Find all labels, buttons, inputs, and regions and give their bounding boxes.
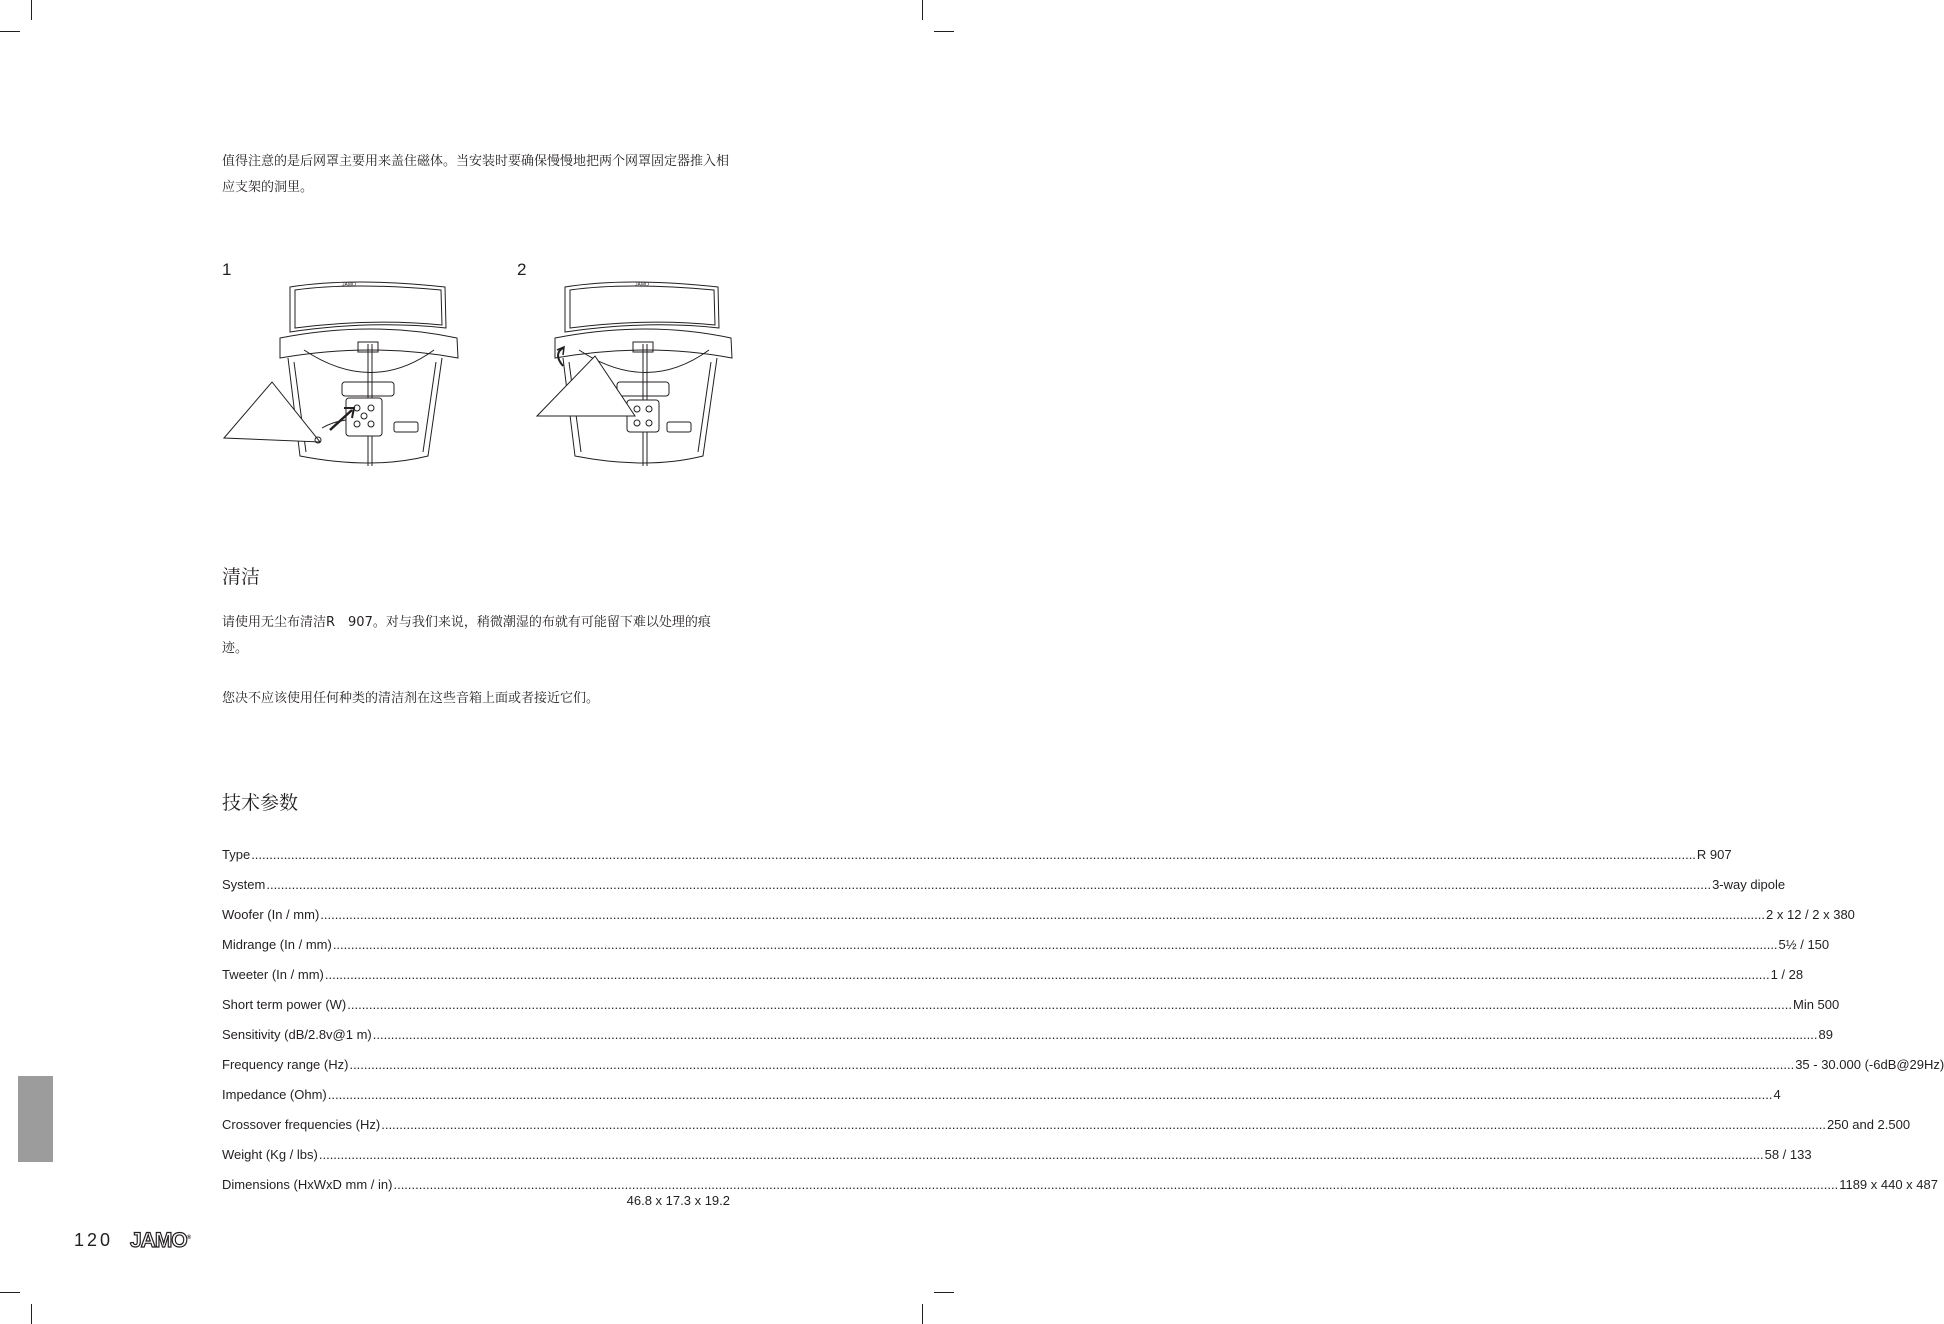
spec-label: System <box>222 877 266 892</box>
spec-row <box>222 933 1830 963</box>
spec-value: 89 <box>1818 1027 1833 1042</box>
crop-mark <box>31 1304 32 1324</box>
crop-mark <box>922 0 923 20</box>
speaker-illustration-1 <box>222 270 462 475</box>
spec-dimensions-inches: 46.8 x 17.3 x 19.2 <box>626 1193 730 1208</box>
crop-mark <box>922 1304 923 1324</box>
spec-label: Short term power (W) <box>222 997 347 1012</box>
spec-label: Crossover frequencies (Hz) <box>222 1117 381 1132</box>
spec-row <box>222 873 1786 903</box>
figure-number-1: 1 <box>222 260 232 279</box>
dot-leader: ................................................................................................................................................................................................................................................................................................................................................................................................................ <box>251 847 1696 862</box>
spec-list <box>222 843 1944 1208</box>
spec-value: R 907 <box>1696 847 1732 862</box>
spec-label: Impedance (Ohm) <box>222 1087 327 1102</box>
cleaning-paragraph-2: 您决不应该使用任何种类的清洁剂在这些音箱上面或者接近它们。 <box>222 691 600 706</box>
svg-text:JAMO: JAMO <box>635 282 649 288</box>
section-tab <box>18 1076 53 1162</box>
dot-leader: ................................................................................................................................................................................................................................................................................................................................................................................................................ <box>320 907 1766 922</box>
spec-value: 1189 x 440 x 487 <box>1839 1177 1938 1192</box>
dot-leader: ................................................................................................................................................................................................................................................................................................................................................................................................................ <box>332 937 1778 952</box>
spec-label: Frequency range (Hz) <box>222 1057 349 1072</box>
cleaning-heading: 清洁 <box>222 566 261 588</box>
spec-row <box>222 903 1855 933</box>
spec-row <box>222 1053 1944 1083</box>
spec-row <box>222 1143 1812 1173</box>
svg-text:JAMO: JAMO <box>342 282 356 288</box>
dot-leader: ................................................................................................................................................................................................................................................................................................................................................................................................................ <box>372 1027 1818 1042</box>
dot-leader: ................................................................................................................................................................................................................................................................................................................................................................................................................ <box>318 1147 1764 1162</box>
spec-value: 4 <box>1773 1087 1781 1102</box>
crop-mark <box>0 31 20 32</box>
dot-leader: ................................................................................................................................................................................................................................................................................................................................................................................................................ <box>381 1117 1826 1132</box>
spec-value: 35 - 30.000 (-6dB@29Hz) <box>1795 1057 1944 1072</box>
spec-value: 250 and 2.500 <box>1826 1117 1911 1132</box>
crop-mark <box>31 0 32 20</box>
spec-value: 5½ / 150 <box>1778 937 1830 952</box>
crop-mark <box>934 31 954 32</box>
spec-label: Weight (Kg / lbs) <box>222 1147 318 1162</box>
spec-row <box>222 1023 1833 1053</box>
dot-leader: ................................................................................................................................................................................................................................................................................................................................................................................................................ <box>266 877 1712 892</box>
page-number: 120 <box>74 1230 114 1250</box>
crop-mark <box>0 1292 20 1293</box>
spec-value: 58 / 133 <box>1764 1147 1812 1162</box>
spec-row <box>222 843 1732 873</box>
spec-value: 1 / 28 <box>1770 967 1804 982</box>
specs-heading: 技术参数 <box>222 792 299 814</box>
speaker-illustration-2 <box>517 270 757 475</box>
spec-value: 3-way dipole <box>1712 877 1786 892</box>
spec-label: Dimensions (HxWxD mm / in) <box>222 1177 393 1192</box>
spec-label: Type <box>222 847 251 862</box>
dot-leader: ................................................................................................................................................................................................................................................................................................................................................................................................................ <box>349 1057 1795 1072</box>
spec-row <box>222 993 1840 1023</box>
dot-leader: ................................................................................................................................................................................................................................................................................................................................................................................................................ <box>347 997 1792 1012</box>
spec-row <box>222 1113 1911 1143</box>
spec-label: Midrange (In / mm) <box>222 937 332 952</box>
spec-label: Woofer (In / mm) <box>222 907 320 922</box>
cleaning-paragraph-1: 请使用无尘布清洁R 907。对与我们来说，稍微潮湿的布就有可能留下难以处理的痕迹。 <box>222 615 711 656</box>
dot-leader: ................................................................................................................................................................................................................................................................................................................................................................................................................ <box>324 967 1770 982</box>
figure-number-2: 2 <box>517 260 527 279</box>
brand-logo: JAMO® <box>130 1229 191 1252</box>
spec-row <box>222 963 1804 993</box>
spec-label: Sensitivity (dB/2.8v@1 m) <box>222 1027 372 1042</box>
spec-value: Min 500 <box>1792 997 1840 1012</box>
spec-row <box>222 1083 1781 1113</box>
crop-mark <box>934 1292 954 1293</box>
spec-label: Tweeter (In / mm) <box>222 967 324 982</box>
intro-paragraph: 值得注意的是后网罩主要用来盖住磁体。当安装时要确保慢慢地把两个网罩固定器推入相应支架的洞里。 <box>222 154 730 195</box>
spec-value: 2 x 12 / 2 x 380 <box>1766 907 1855 922</box>
dot-leader: ................................................................................................................................................................................................................................................................................................................................................................................................................ <box>393 1177 1839 1192</box>
dot-leader: ................................................................................................................................................................................................................................................................................................................................................................................................................ <box>327 1087 1773 1102</box>
